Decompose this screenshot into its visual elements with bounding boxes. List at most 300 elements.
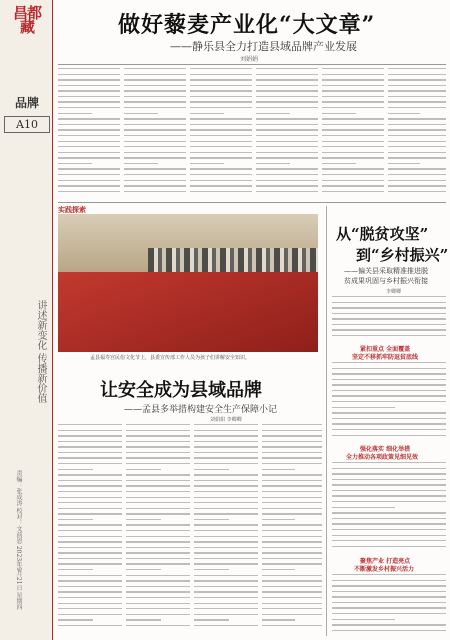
- text-line: [262, 530, 322, 531]
- text-line: [126, 591, 190, 592]
- text-line: [58, 575, 122, 576]
- text-line: [126, 536, 190, 537]
- text-line: [194, 513, 258, 514]
- text-line: [126, 547, 190, 548]
- sidebar-editor-info: 责编：张成涛 校对：文前恩 2023年9月21日 星期四: [15, 470, 22, 611]
- text-line: [190, 146, 252, 147]
- text-line: [194, 508, 258, 509]
- text-line: [58, 508, 122, 509]
- text-line: [124, 85, 186, 86]
- text-line: [194, 435, 258, 436]
- section-label-practice: 实践探索: [58, 205, 86, 214]
- text-line: [58, 185, 120, 186]
- text-line: [58, 118, 120, 119]
- text-line: [322, 185, 384, 186]
- text-line: [190, 113, 224, 114]
- text-line: [322, 85, 384, 86]
- text-line: [126, 569, 161, 570]
- text-line: [262, 558, 322, 559]
- text-line: [322, 180, 384, 181]
- text-line: [262, 614, 322, 615]
- mid-rule: [58, 202, 446, 203]
- text-line: [262, 513, 322, 514]
- text-line: [332, 479, 446, 480]
- text-line: [262, 591, 322, 592]
- article3-text-3: [332, 462, 446, 552]
- text-line: [388, 191, 446, 192]
- text-line: [388, 152, 446, 153]
- article1-column-1: [58, 68, 120, 200]
- text-line: [194, 580, 258, 581]
- text-line: [388, 157, 446, 158]
- text-line: [332, 318, 446, 319]
- text-line: [124, 118, 186, 119]
- text-line: [190, 96, 252, 97]
- text-line: [332, 429, 446, 430]
- text-line: [126, 530, 190, 531]
- text-line: [332, 630, 446, 631]
- article1-column-5: [322, 68, 384, 200]
- article1-headline: 做好藜麦产业化“大文章”: [118, 12, 376, 38]
- text-line: [126, 541, 190, 542]
- text-line: [262, 569, 295, 570]
- text-line: [126, 558, 190, 559]
- text-line: [194, 569, 229, 570]
- text-line: [190, 68, 252, 69]
- text-line: [332, 523, 446, 524]
- text-line: [58, 597, 122, 598]
- text-line: [124, 180, 186, 181]
- text-line: [194, 614, 258, 615]
- article3-text-2: [332, 362, 446, 442]
- text-line: [262, 430, 322, 431]
- text-line: [58, 113, 92, 114]
- text-line: [332, 307, 446, 308]
- masthead-logo: [4, 6, 50, 56]
- text-line: [256, 180, 318, 181]
- text-line: [58, 452, 122, 453]
- article1-column-3: [190, 68, 252, 200]
- text-line: [126, 513, 190, 514]
- text-line: [194, 603, 258, 604]
- article3-byline: 李卿卿: [386, 289, 402, 295]
- text-line: [332, 418, 446, 419]
- text-line: [256, 152, 318, 153]
- text-line: [194, 586, 258, 587]
- text-line: [388, 141, 446, 142]
- article3-text-4: [332, 574, 446, 636]
- article3-subheading-2b: 全力推动各项政策见细见效: [346, 454, 419, 461]
- text-line: [194, 530, 258, 531]
- text-line: [124, 107, 186, 108]
- text-line: [58, 485, 122, 486]
- text-line: [332, 302, 446, 303]
- text-line: [58, 85, 120, 86]
- text-line: [194, 552, 258, 553]
- text-line: [388, 135, 446, 136]
- text-line: [126, 625, 190, 626]
- text-line: [194, 457, 258, 458]
- text-line: [190, 180, 252, 181]
- text-line: [388, 113, 420, 114]
- text-line: [194, 608, 258, 609]
- text-line: [194, 497, 258, 498]
- text-line: [388, 85, 446, 86]
- text-line: [126, 575, 190, 576]
- text-line: [256, 74, 318, 75]
- text-line: [58, 552, 122, 553]
- text-line: [58, 174, 120, 175]
- text-line: [58, 79, 120, 80]
- text-line: [124, 191, 186, 192]
- text-line: [124, 141, 186, 142]
- text-line: [126, 524, 190, 525]
- text-line: [126, 497, 190, 498]
- text-line: [322, 168, 384, 169]
- section-code: A10: [4, 116, 50, 133]
- text-line: [194, 619, 229, 620]
- article2-column-1: [58, 424, 122, 634]
- text-line: [194, 491, 258, 492]
- text-line: [256, 191, 318, 192]
- text-line: [332, 484, 446, 485]
- text-line: [124, 174, 186, 175]
- text-line: [194, 536, 258, 537]
- text-line: [332, 407, 395, 408]
- text-line: [58, 497, 122, 498]
- text-line: [58, 180, 120, 181]
- text-line: [58, 430, 122, 431]
- section-marker: [4, 96, 50, 133]
- article2-subhead: ——孟县多举措构建安全生产保障小记: [124, 405, 278, 415]
- text-line: [262, 619, 295, 620]
- text-line: [124, 90, 186, 91]
- text-line: [58, 603, 122, 604]
- text-line: [124, 163, 158, 164]
- text-line: [126, 463, 190, 464]
- article3-subheading-1: 紧扣重点 全面覆盖: [360, 346, 411, 353]
- text-line: [256, 168, 318, 169]
- logo-line-2: 藏: [19, 18, 34, 36]
- article2-column-3: [194, 424, 258, 634]
- text-line: [256, 185, 318, 186]
- text-line: [262, 435, 322, 436]
- text-line: [126, 435, 190, 436]
- text-line: [194, 430, 258, 431]
- text-line: [332, 512, 446, 513]
- text-line: [332, 368, 446, 369]
- text-line: [58, 524, 122, 525]
- text-line: [332, 329, 446, 330]
- text-line: [126, 502, 190, 503]
- text-line: [256, 135, 318, 136]
- text-line: [322, 174, 384, 175]
- text-line: [194, 597, 258, 598]
- text-line: [322, 68, 384, 69]
- text-line: [322, 74, 384, 75]
- text-line: [332, 313, 446, 314]
- text-line: [58, 96, 120, 97]
- text-line: [262, 480, 322, 481]
- text-line: [190, 101, 252, 102]
- text-line: [262, 625, 322, 626]
- text-line: [322, 118, 384, 119]
- text-line: [256, 85, 318, 86]
- text-line: [58, 141, 120, 142]
- text-line: [190, 85, 252, 86]
- text-line: [332, 335, 446, 336]
- text-line: [388, 107, 446, 108]
- text-line: [332, 423, 446, 424]
- text-line: [126, 508, 190, 509]
- text-line: [58, 146, 120, 147]
- text-line: [332, 412, 446, 413]
- text-line: [58, 157, 120, 158]
- text-line: [190, 152, 252, 153]
- text-line: [58, 513, 122, 514]
- text-line: [332, 591, 446, 592]
- text-line: [126, 603, 190, 604]
- text-line: [190, 163, 224, 164]
- text-line: [194, 446, 258, 447]
- text-line: [190, 168, 252, 169]
- text-line: [332, 473, 446, 474]
- text-line: [332, 613, 446, 614]
- text-line: [194, 563, 258, 564]
- text-line: [262, 469, 295, 470]
- text-line: [332, 401, 446, 402]
- text-line: [58, 536, 122, 537]
- news-photo: [58, 214, 318, 352]
- article3-headline-line2: 到“乡村振兴”: [356, 246, 449, 264]
- text-line: [190, 174, 252, 175]
- text-line: [332, 518, 446, 519]
- text-line: [388, 174, 446, 175]
- photo-caption: 孟县福寿宫民俗文化节上，县委宣传部工作人员为孩子们讲解安全知识。: [90, 355, 251, 361]
- article3-subheading-3b: 不断激发乡村振兴活力: [354, 566, 415, 573]
- text-line: [58, 474, 122, 475]
- article3-subhead-line2: 贫成果巩固与乡村振兴衔接: [344, 277, 428, 285]
- text-line: [262, 463, 322, 464]
- text-line: [124, 185, 186, 186]
- text-line: [262, 524, 322, 525]
- text-line: [126, 552, 190, 553]
- text-line: [126, 580, 190, 581]
- text-line: [58, 90, 120, 91]
- text-line: [190, 191, 252, 192]
- article2-column-4: [262, 424, 322, 634]
- text-line: [58, 541, 122, 542]
- text-line: [58, 457, 122, 458]
- text-line: [388, 96, 446, 97]
- text-line: [194, 424, 258, 425]
- text-line: [322, 152, 384, 153]
- text-line: [322, 107, 384, 108]
- text-line: [58, 163, 92, 164]
- text-line: [58, 569, 93, 570]
- text-line: [332, 607, 446, 608]
- text-line: [256, 68, 318, 69]
- text-line: [126, 441, 190, 442]
- text-line: [126, 491, 190, 492]
- text-line: [332, 535, 446, 536]
- text-line: [126, 457, 190, 458]
- text-line: [332, 435, 446, 436]
- text-line: [194, 524, 258, 525]
- text-line: [190, 90, 252, 91]
- text-line: [194, 441, 258, 442]
- text-line: [124, 79, 186, 80]
- text-line: [262, 452, 322, 453]
- text-line: [190, 185, 252, 186]
- article1-column-2: [124, 68, 186, 200]
- text-line: [388, 90, 446, 91]
- text-line: [126, 424, 190, 425]
- text-line: [194, 452, 258, 453]
- text-line: [332, 462, 446, 463]
- text-line: [190, 118, 252, 119]
- text-line: [58, 435, 122, 436]
- text-line: [58, 563, 122, 564]
- text-line: [194, 519, 229, 520]
- text-line: [332, 574, 446, 575]
- text-line: [388, 163, 420, 164]
- text-line: [322, 135, 384, 136]
- text-line: [332, 529, 446, 530]
- text-line: [190, 107, 252, 108]
- text-line: [332, 619, 395, 620]
- text-line: [332, 390, 446, 391]
- article3-headline-line1: 从“脱贫攻坚”: [336, 225, 429, 243]
- text-line: [256, 79, 318, 80]
- text-line: [126, 485, 190, 486]
- text-line: [190, 129, 252, 130]
- text-line: [262, 457, 322, 458]
- text-line: [256, 107, 318, 108]
- text-line: [388, 129, 446, 130]
- text-line: [388, 168, 446, 169]
- text-line: [332, 495, 446, 496]
- text-line: [256, 141, 318, 142]
- text-line: [58, 580, 122, 581]
- text-line: [126, 480, 190, 481]
- top-rule: [58, 64, 446, 65]
- text-line: [58, 135, 120, 136]
- text-line: [322, 141, 384, 142]
- article1-subhead: ——静乐县全力打造县域品牌产业发展: [170, 40, 357, 53]
- text-line: [332, 546, 446, 547]
- text-line: [262, 547, 322, 548]
- text-line: [256, 146, 318, 147]
- text-line: [58, 547, 122, 548]
- text-line: [126, 474, 190, 475]
- text-line: [388, 180, 446, 181]
- text-line: [126, 430, 190, 431]
- text-line: [332, 373, 446, 374]
- text-line: [262, 563, 322, 564]
- text-line: [256, 101, 318, 102]
- text-line: [124, 101, 186, 102]
- text-line: [58, 625, 122, 626]
- text-line: [262, 608, 322, 609]
- text-line: [256, 118, 318, 119]
- text-line: [126, 469, 161, 470]
- text-line: [58, 502, 122, 503]
- text-line: [126, 608, 190, 609]
- text-line: [58, 519, 93, 520]
- text-line: [322, 191, 384, 192]
- text-line: [262, 424, 322, 425]
- text-line: [262, 519, 295, 520]
- text-line: [332, 585, 446, 586]
- text-line: [58, 446, 122, 447]
- article3-subhead-line1: ——偏关县采取精准推进脱: [344, 267, 428, 275]
- text-line: [332, 395, 446, 396]
- text-line: [388, 74, 446, 75]
- article1-column-6: [388, 68, 446, 200]
- text-line: [58, 424, 122, 425]
- text-line: [58, 101, 120, 102]
- text-line: [190, 74, 252, 75]
- text-line: [262, 536, 322, 537]
- text-line: [58, 530, 122, 531]
- text-line: [58, 152, 120, 153]
- text-line: [194, 474, 258, 475]
- text-line: [58, 619, 93, 620]
- text-line: [322, 157, 384, 158]
- text-line: [126, 586, 190, 587]
- text-line: [388, 146, 446, 147]
- text-line: [124, 168, 186, 169]
- text-line: [262, 441, 322, 442]
- text-line: [256, 90, 318, 91]
- text-line: [322, 129, 384, 130]
- article3-text-1: [332, 296, 446, 342]
- text-line: [190, 124, 252, 125]
- text-line: [262, 580, 322, 581]
- text-line: [124, 129, 186, 130]
- text-line: [58, 558, 122, 559]
- text-line: [332, 362, 446, 363]
- text-line: [58, 124, 120, 125]
- text-line: [126, 519, 161, 520]
- text-line: [332, 501, 446, 502]
- section-name: 品牌: [14, 96, 39, 110]
- text-line: [332, 324, 446, 325]
- text-line: [194, 591, 258, 592]
- text-line: [256, 129, 318, 130]
- text-line: [124, 157, 186, 158]
- text-line: [58, 480, 122, 481]
- text-line: [262, 586, 322, 587]
- text-line: [194, 547, 258, 548]
- text-line: [126, 619, 161, 620]
- text-line: [58, 586, 122, 587]
- article3-subheading-1b: 坚定不移抓牢防返贫底线: [352, 354, 419, 361]
- text-line: [388, 118, 446, 119]
- text-line: [58, 591, 122, 592]
- text-line: [322, 124, 384, 125]
- text-line: [332, 624, 446, 625]
- text-line: [332, 296, 446, 297]
- article1-column-4: [256, 68, 318, 200]
- text-line: [124, 124, 186, 125]
- text-line: [126, 452, 190, 453]
- text-line: [388, 79, 446, 80]
- text-line: [58, 491, 122, 492]
- text-line: [322, 113, 356, 114]
- text-line: [256, 163, 290, 164]
